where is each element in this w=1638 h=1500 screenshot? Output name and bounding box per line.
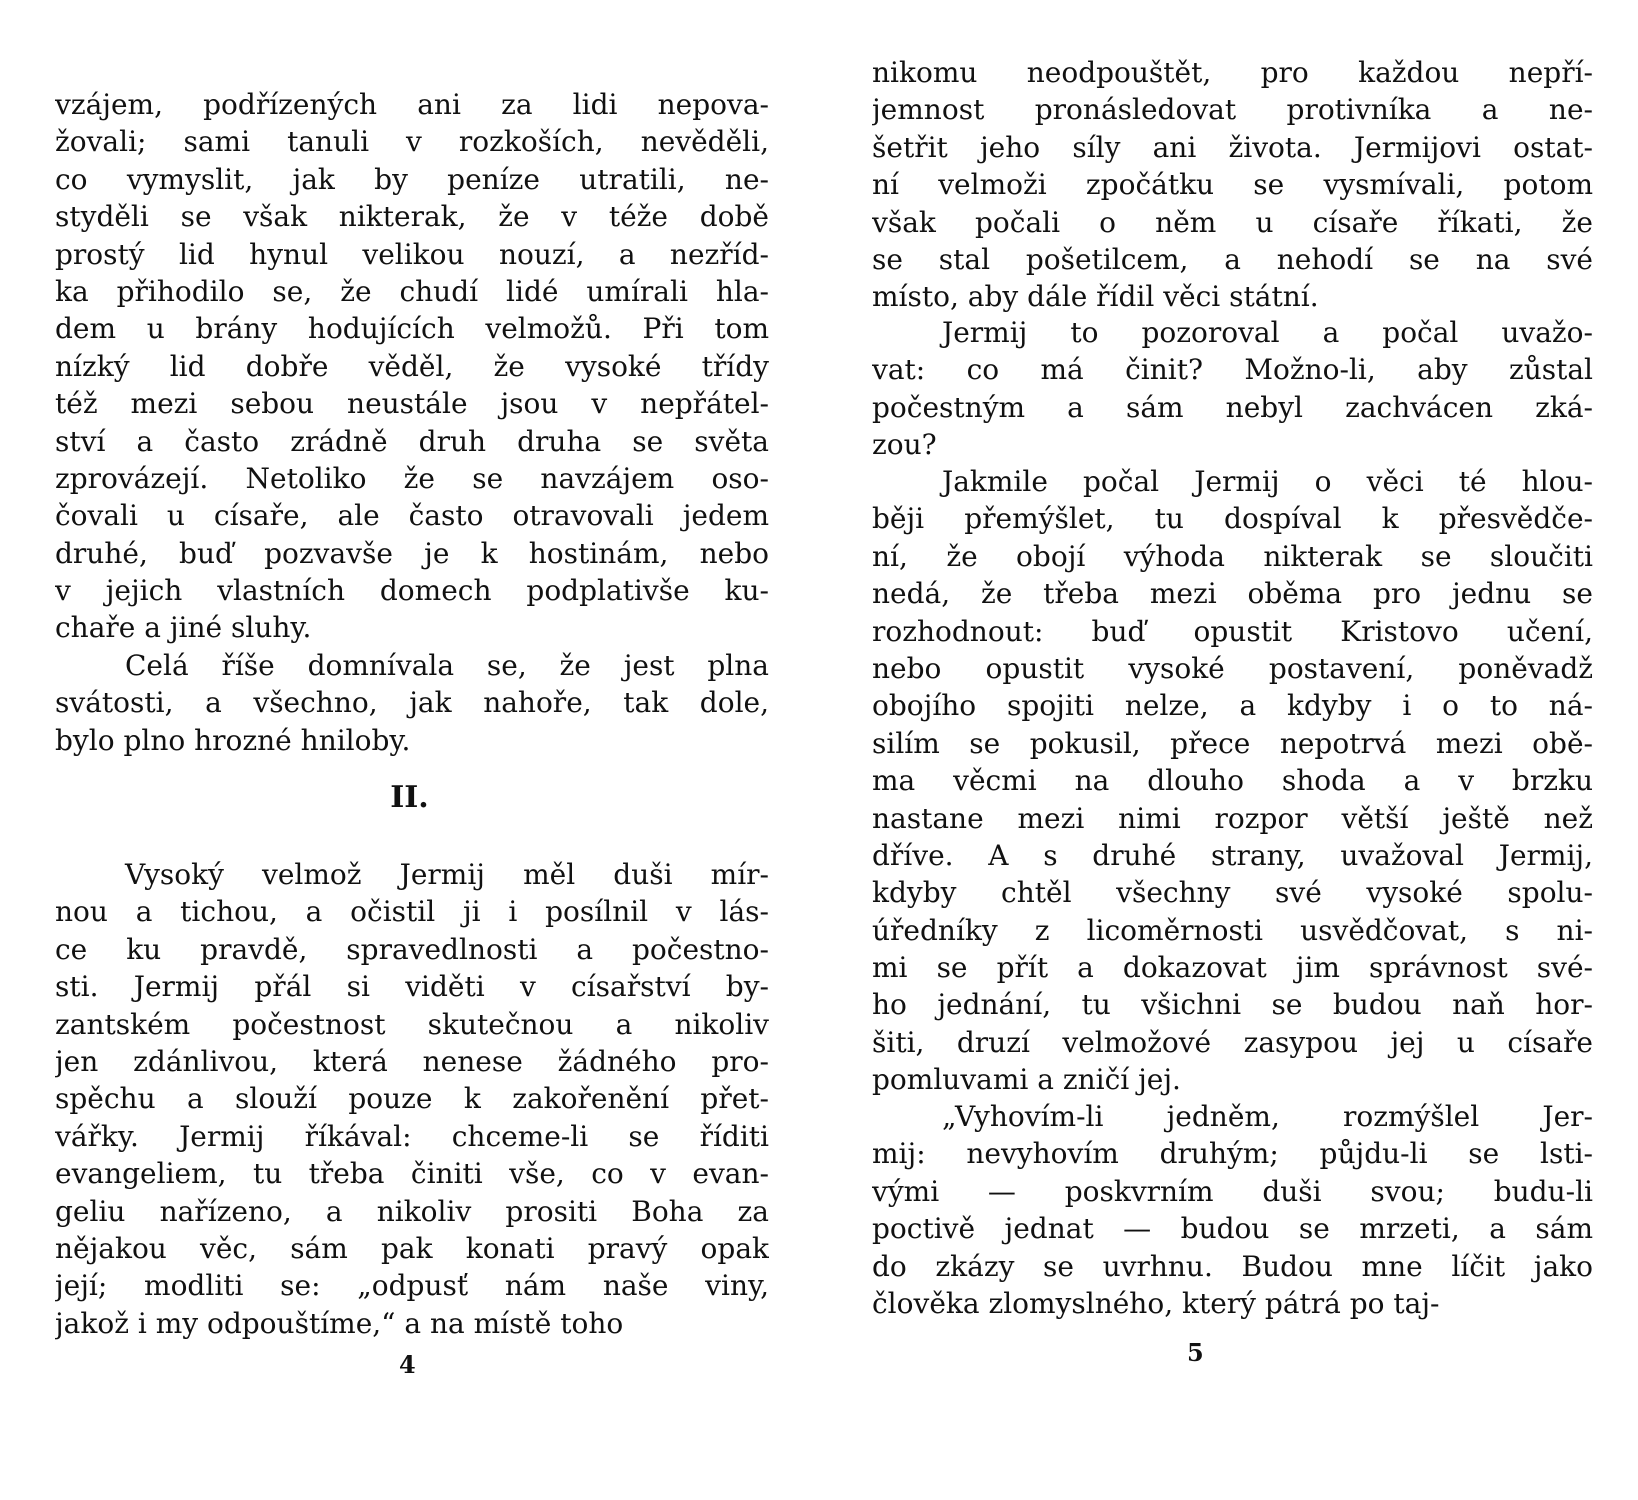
text-line: nízký lid dobře věděl, že vysoké třídy — [55, 349, 769, 383]
text-line: chaře a jiné sluhy. — [55, 611, 312, 645]
text-line: nějakou věc, sám pak konati pravý opak — [55, 1231, 769, 1265]
text-line: počestným a sám nebyl zachvácen zká- — [872, 390, 1593, 424]
text-line: nedá, že třeba mezi oběma pro jednu se — [872, 577, 1593, 611]
text-line: spěchu a slouží pouze k zakořenění přet- — [55, 1082, 769, 1116]
text-line: zprovázejí. Netoliko že se navzájem oso- — [55, 461, 769, 495]
page-number-left: 4 — [399, 1350, 416, 1379]
text-line: rozhodnout: buď opustit Kristovo učení, — [872, 614, 1593, 648]
text-line: čovali u císaře, ale často otravovali jedem — [55, 499, 769, 533]
right-paragraph-4 — [872, 1098, 1593, 1322]
text-line: zou? — [872, 428, 937, 462]
text-line: obojího spojiti nelze, a kdyby i o to ná- — [872, 689, 1593, 723]
right-paragraph-3 — [872, 463, 1593, 1099]
text-line: však počali o něm u císaře říkati, že — [872, 205, 1593, 239]
text-line: styděli se však nikterak, že v téže době — [55, 200, 769, 234]
text-line: vzájem, podřízených ani za lidi nepova- — [55, 88, 769, 121]
text-line: se stal pošetilcem, a nehodí se na své — [872, 242, 1593, 276]
text-line: mij: nevyhovím druhým; půjdu-li se lsti- — [872, 1137, 1593, 1171]
text-line: sti. Jermij přál si viděti v císařství by- — [55, 970, 769, 1004]
text-line: svátosti, a všechno, jak nahoře, tak dole, — [55, 686, 769, 720]
text-line: nebo opustit vysoké postavení, poněvadž — [872, 651, 1593, 685]
text-line: Jakmile počal Jermij o věci té hlou- — [942, 465, 1593, 498]
text-line: šetřit jeho síly ani života. Jermijovi ostat- — [872, 130, 1593, 164]
left-paragraph-3 — [55, 856, 769, 1342]
text-line: ství a často zrádně druh druha se světa — [55, 424, 769, 458]
left-paragraph-2 — [55, 647, 769, 759]
text-line: úředníky z licoměrnosti usvědčovat, s ni- — [872, 913, 1593, 947]
text-line: bylo plno hrozné hniloby. — [55, 723, 411, 757]
text-line: dříve. A s druhé strany, uvažoval Jermij, — [872, 838, 1593, 872]
right-page — [819, 0, 1638, 1500]
text-line: jemnost pronásledovat protivníka a ne- — [872, 93, 1593, 127]
text-line: nikomu neodpouštět, pro každou nepří- — [872, 56, 1593, 89]
text-line: Jermij to pozoroval a počal uvažo- — [942, 316, 1593, 349]
text-line: vat: co má činit? Možno-li, aby zůstal — [872, 353, 1593, 387]
text-line: jen zdánlivou, která nenese žádného pro- — [55, 1044, 769, 1078]
text-line: ka přihodilo se, že chudí lidé umírali hla- — [55, 274, 769, 308]
text-line: šiti, druzí velmožové zasypou jej u císaře — [872, 1025, 1593, 1059]
text-line: její; modliti se: „odpusť nám naše viny, — [55, 1269, 769, 1303]
text-line: člověka zlomyslného, který pátrá po taj- — [872, 1286, 1440, 1320]
text-line: ma věcmi na dlouho shoda a v brzku — [872, 764, 1593, 798]
text-line: „Vyhovím-li jedněm, rozmýšlel Jer- — [942, 1100, 1593, 1133]
text-line: prostý lid hynul velikou nouzí, a nezříd- — [55, 237, 769, 271]
text-line: v jejich vlastních domech podplativše ku- — [55, 574, 769, 608]
text-line: geliu nařízeno, a nikoliv prositi Boha za — [55, 1194, 769, 1228]
text-line: místo, aby dále řídil věci státní. — [872, 280, 1319, 314]
right-paragraph-2 — [872, 314, 1593, 464]
text-line: pomluvami a zničí jej. — [872, 1063, 1181, 1097]
left-paragraph-1 — [55, 86, 769, 647]
text-line: evangeliem, tu třeba činiti vše, co v evan- — [55, 1157, 769, 1191]
text-line: co vymyslit, jak by peníze utratili, ne- — [55, 162, 769, 196]
text-line: zantském počestnost skutečnou a nikoliv — [55, 1007, 769, 1041]
text-line: nou a tichou, a očistil ji i posílnil v lás- — [55, 895, 769, 929]
text-line: ní, že obojí výhoda nikterak se sloučiti — [872, 539, 1593, 573]
text-line: druhé, buď pozvavše je k hostinám, nebo — [55, 536, 769, 570]
text-line: nastane mezi nimi rozpor větší ještě než — [872, 801, 1593, 835]
text-line: do zkázy se uvrhnu. Budou mne líčit jako — [872, 1249, 1593, 1283]
text-line: běji přemýšlet, tu dospíval k přesvědče- — [872, 502, 1593, 536]
page-number-right: 5 — [1187, 1338, 1204, 1367]
text-line: vářky. Jermij říkával: chceme-li se říditi — [55, 1119, 769, 1153]
text-line: poctivě jednat — budou se mrzeti, a sám — [872, 1212, 1593, 1246]
chapter-heading: II. — [390, 780, 429, 815]
text-line: ní velmoži zpočátku se vysmívali, potom — [872, 168, 1593, 202]
text-line: žovali; sami tanuli v rozkoších, nevěděli, — [55, 125, 769, 159]
text-line: ce ku pravdě, spravedlnosti a počestno- — [55, 932, 769, 966]
text-line: ho jednání, tu všichni se budou naň hor- — [872, 988, 1593, 1022]
text-line: vými — poskvrním duši svou; budu-li — [872, 1174, 1593, 1208]
text-line: dem u brány hodujících velmožů. Při tom — [55, 312, 769, 346]
text-line: též mezi sebou neustále jsou v nepřátel- — [55, 387, 769, 421]
text-line: mi se přít a dokazovat jim správnost své- — [872, 951, 1593, 985]
text-line: Vysoký velmož Jermij měl duši mír- — [125, 858, 769, 891]
text-line: kdyby chtěl všechny své vysoké spolu- — [872, 876, 1593, 910]
text-line: jakož i my odpouštíme,“ a na místě toho — [55, 1306, 624, 1340]
text-line: Celá říše domnívala se, že jest plna — [125, 649, 769, 682]
text-line: silím se pokusil, přece nepotrvá mezi obě- — [872, 726, 1593, 760]
right-paragraph-1 — [872, 54, 1593, 316]
